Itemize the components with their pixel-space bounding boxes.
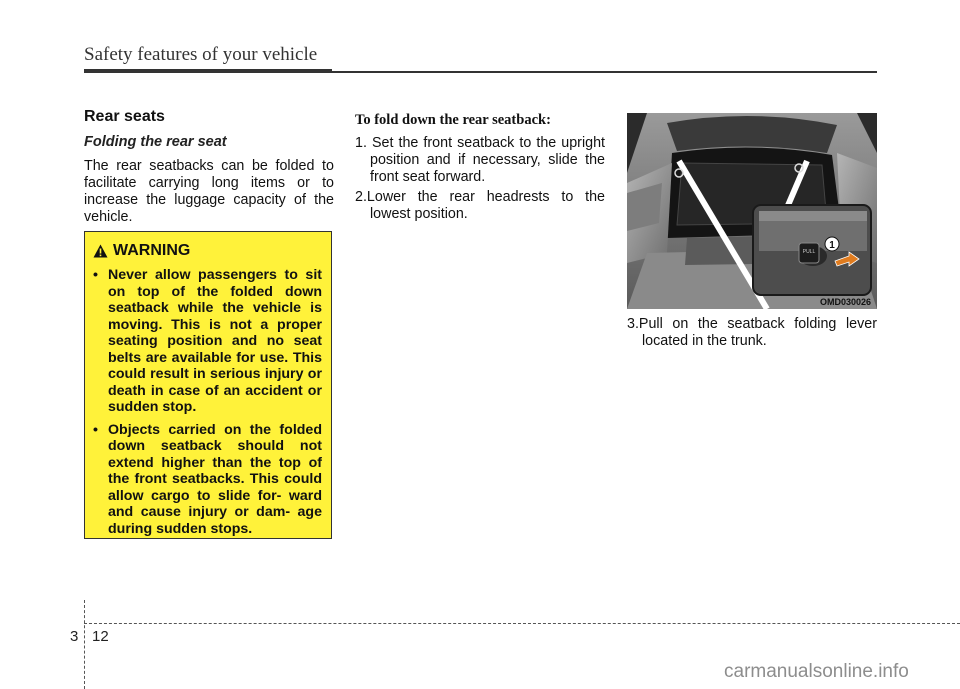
footer-rule: [84, 623, 960, 624]
left-column: [84, 108, 334, 226]
header-rule-thick: [84, 69, 332, 73]
warning-triangle-icon: [93, 244, 108, 258]
middle-column: [355, 112, 605, 226]
warning-header: [93, 242, 322, 260]
step-1: 1. Set the front seatback to the upright position and if necessary, slide the front seat forward.: [355, 135, 605, 185]
warning-item-text: Never allow passengers to sit on top of the folded down seatback while the vehicle is moving. This is not a proper seating position and no seat belts are available for use. This could result in serious injury or death in case of an accident or sudden stop.: [108, 267, 322, 415]
warning-item: [93, 422, 322, 538]
lever-pull-text: PULL: [802, 249, 816, 255]
page-header-title: Safety features of your vehicle: [84, 44, 318, 65]
trunk-photo-image: [627, 113, 877, 309]
figure-code: OMD030026: [819, 297, 871, 307]
warning-item: [93, 267, 322, 416]
bullet-icon: •: [93, 421, 98, 438]
warning-item-text: Objects carried on the folded down seatback should not extend higher than the top of the front seatbacks. This could allow cargo to slide for- ward and cause injury or dam- age during sudden stops.: [108, 421, 322, 537]
header-rule-thin: [332, 71, 877, 73]
chapter-number: 3: [70, 628, 79, 645]
sub-title: Folding the rear seat: [84, 134, 227, 150]
trunk-illustration: [627, 113, 877, 309]
callout-number: 1: [829, 240, 835, 251]
intro-paragraph: The rear seatbacks can be folded to facilitate carrying long items or to increase the luggage capacity of the vehicle.: [84, 158, 334, 225]
fold-heading: To fold down the rear seatback:: [355, 112, 551, 128]
watermark: carmanualsonline.info: [724, 661, 909, 682]
right-column: [627, 316, 877, 353]
step-2: 2.Lower the rear headrests to the lowest position.: [355, 189, 605, 222]
bullet-icon: •: [93, 267, 98, 283]
page-number: 12: [92, 628, 109, 645]
warning-box: [84, 231, 332, 539]
warning-label: WARNING: [113, 242, 191, 259]
step-3: 3.Pull on the seatback folding lever located in the trunk.: [627, 316, 877, 349]
footer-vertical-rule: [84, 600, 85, 689]
section-title: Rear seats: [84, 108, 165, 125]
